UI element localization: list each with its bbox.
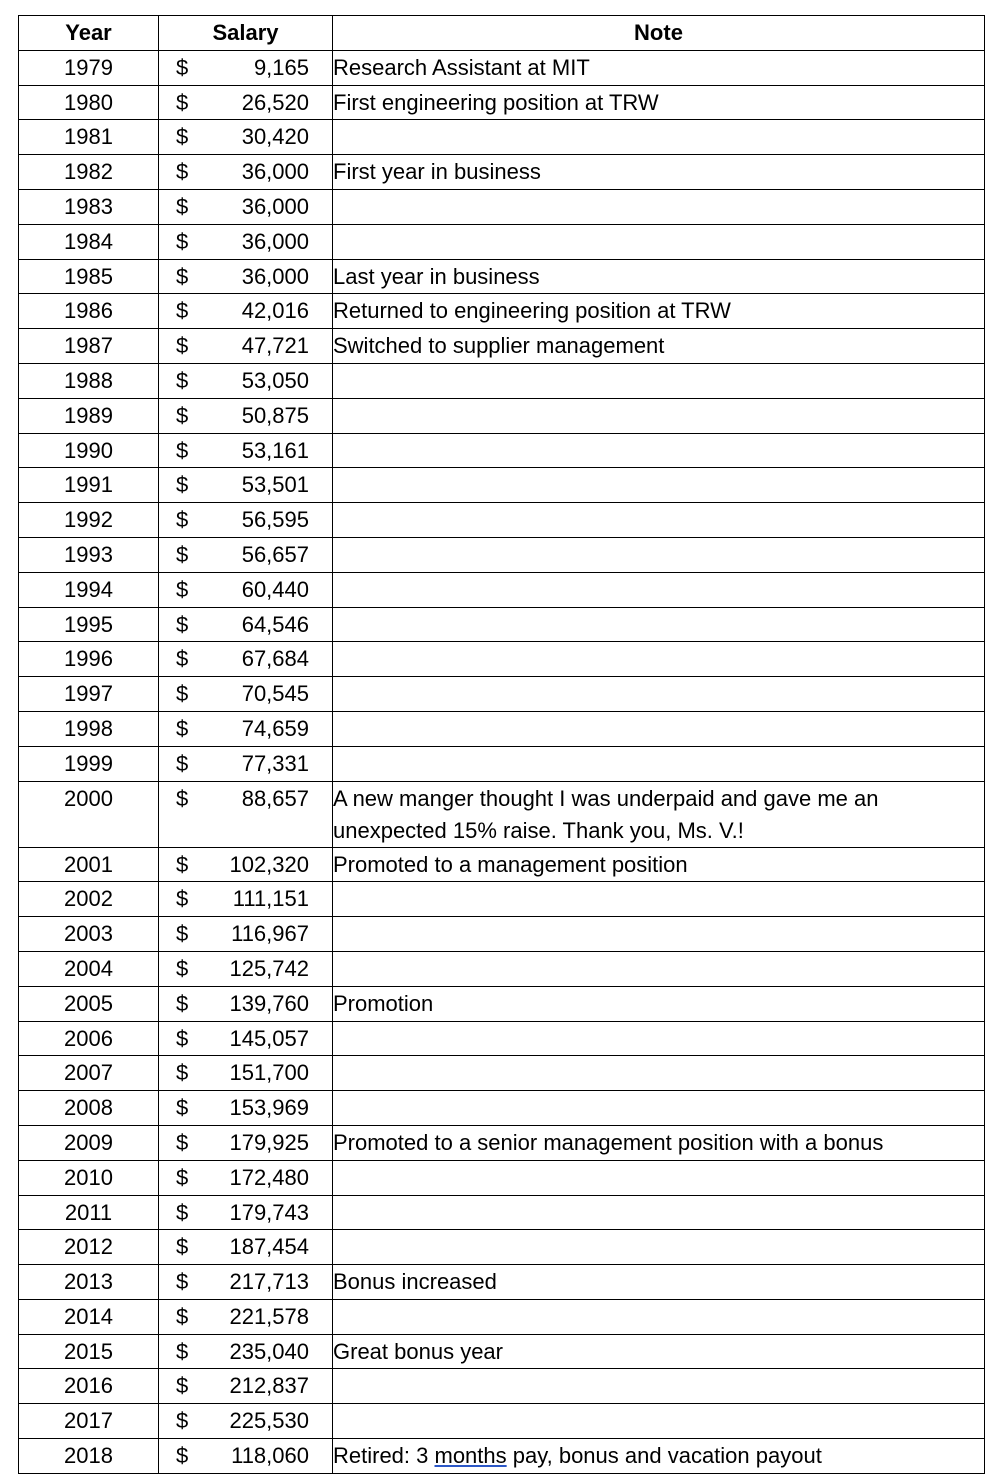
salary-amount: 221,578 bbox=[229, 1303, 309, 1329]
year-cell: 2018 bbox=[19, 1439, 159, 1474]
salary-amount: 26,520 bbox=[241, 89, 309, 115]
table-row bbox=[19, 1299, 985, 1334]
currency-symbol: $ bbox=[176, 1199, 189, 1225]
table-row bbox=[19, 607, 985, 642]
salary-cell bbox=[159, 781, 333, 847]
table-row bbox=[19, 847, 985, 882]
salary-amount: 36,000 bbox=[241, 159, 309, 185]
salary-amount: 36,000 bbox=[241, 228, 309, 254]
note-cell bbox=[333, 1091, 985, 1126]
year-cell: 2014 bbox=[19, 1299, 159, 1334]
note-cell bbox=[333, 398, 985, 433]
salary-cell bbox=[159, 951, 333, 986]
salary-cell bbox=[159, 1334, 333, 1369]
note-cell: First engineering position at TRW bbox=[333, 85, 985, 120]
currency-symbol: $ bbox=[176, 681, 189, 707]
salary-cell bbox=[159, 1021, 333, 1056]
table-row bbox=[19, 1404, 985, 1439]
note-cell bbox=[333, 120, 985, 155]
salary-cell bbox=[159, 1404, 333, 1439]
note-cell bbox=[333, 1369, 985, 1404]
salary-cell bbox=[159, 986, 333, 1021]
currency-symbol: $ bbox=[176, 1164, 189, 1190]
currency-symbol: $ bbox=[176, 193, 189, 219]
currency-symbol: $ bbox=[176, 990, 189, 1016]
currency-symbol: $ bbox=[176, 541, 189, 567]
year-cell: 1986 bbox=[19, 294, 159, 329]
note-cell bbox=[333, 1160, 985, 1195]
year-cell: 2012 bbox=[19, 1230, 159, 1265]
currency-symbol: $ bbox=[176, 1408, 189, 1434]
salary-amount: 53,501 bbox=[241, 472, 309, 498]
year-cell: 2009 bbox=[19, 1125, 159, 1160]
salary-amount: 111,151 bbox=[232, 886, 309, 912]
year-cell: 1995 bbox=[19, 607, 159, 642]
salary-amount: 77,331 bbox=[241, 750, 309, 776]
salary-cell bbox=[159, 1439, 333, 1474]
salary-amount: 179,743 bbox=[229, 1199, 309, 1225]
salary-cell bbox=[159, 642, 333, 677]
note-cell bbox=[333, 363, 985, 398]
year-cell: 2002 bbox=[19, 882, 159, 917]
salary-cell bbox=[159, 1056, 333, 1091]
header-row bbox=[19, 16, 985, 51]
salary-cell bbox=[159, 1299, 333, 1334]
salary-amount: 225,530 bbox=[229, 1408, 309, 1434]
year-cell: 1991 bbox=[19, 468, 159, 503]
year-cell: 1990 bbox=[19, 433, 159, 468]
note-cell bbox=[333, 917, 985, 952]
salary-cell bbox=[159, 503, 333, 538]
salary-amount: 116,967 bbox=[231, 921, 309, 947]
year-cell: 2000 bbox=[19, 781, 159, 847]
note-cell bbox=[333, 711, 985, 746]
year-cell: 1992 bbox=[19, 503, 159, 538]
table-row bbox=[19, 1369, 985, 1404]
note-cell bbox=[333, 537, 985, 572]
year-cell: 1980 bbox=[19, 85, 159, 120]
salary-cell bbox=[159, 189, 333, 224]
salary-amount: 88,657 bbox=[241, 785, 309, 811]
table-row bbox=[19, 259, 985, 294]
table-row bbox=[19, 951, 985, 986]
currency-symbol: $ bbox=[176, 921, 189, 947]
salary-amount: 74,659 bbox=[241, 715, 309, 741]
salary-cell bbox=[159, 746, 333, 781]
table-row bbox=[19, 503, 985, 538]
currency-symbol: $ bbox=[176, 402, 189, 428]
salary-amount: 212,837 bbox=[229, 1373, 309, 1399]
currency-symbol: $ bbox=[176, 955, 189, 981]
currency-symbol: $ bbox=[176, 89, 189, 115]
salary-cell bbox=[159, 294, 333, 329]
note-cell bbox=[333, 1230, 985, 1265]
currency-symbol: $ bbox=[176, 1025, 189, 1051]
salary-amount: 53,161 bbox=[241, 437, 309, 463]
currency-symbol: $ bbox=[176, 472, 189, 498]
salary-cell bbox=[159, 468, 333, 503]
note-text: Retired: 3 bbox=[333, 1443, 435, 1469]
table-row bbox=[19, 1195, 985, 1230]
currency-symbol: $ bbox=[176, 1060, 189, 1086]
note-cell bbox=[333, 642, 985, 677]
table-row bbox=[19, 433, 985, 468]
table-row bbox=[19, 468, 985, 503]
table-row bbox=[19, 1056, 985, 1091]
note-cell: A new manger thought I was underpaid and gave me an unexpected 15% raise. Thank you, Ms. V.! bbox=[333, 781, 985, 847]
salary-amount: 151,700 bbox=[229, 1060, 309, 1086]
table-row bbox=[19, 155, 985, 190]
year-cell: 1981 bbox=[19, 120, 159, 155]
currency-symbol: $ bbox=[176, 1234, 189, 1260]
table-row bbox=[19, 711, 985, 746]
year-cell: 1999 bbox=[19, 746, 159, 781]
salary-amount: 153,969 bbox=[229, 1095, 309, 1121]
salary-cell bbox=[159, 917, 333, 952]
currency-symbol: $ bbox=[176, 785, 189, 811]
salary-amount: 179,925 bbox=[229, 1129, 309, 1155]
salary-cell bbox=[159, 259, 333, 294]
year-cell: 2008 bbox=[19, 1091, 159, 1126]
currency-symbol: $ bbox=[176, 159, 189, 185]
currency-symbol: $ bbox=[176, 54, 189, 80]
salary-cell bbox=[159, 85, 333, 120]
currency-symbol: $ bbox=[176, 1269, 189, 1295]
table-row bbox=[19, 917, 985, 952]
currency-symbol: $ bbox=[176, 715, 189, 741]
year-cell: 2010 bbox=[19, 1160, 159, 1195]
salary-cell bbox=[159, 847, 333, 882]
table-row bbox=[19, 1125, 985, 1160]
note-cell bbox=[333, 1056, 985, 1091]
salary-cell bbox=[159, 1369, 333, 1404]
year-cell: 1985 bbox=[19, 259, 159, 294]
currency-symbol: $ bbox=[176, 611, 189, 637]
currency-symbol: $ bbox=[176, 228, 189, 254]
note-underlined-text: months bbox=[434, 1443, 507, 1469]
table-row bbox=[19, 120, 985, 155]
salary-amount: 56,595 bbox=[241, 507, 309, 533]
currency-symbol: $ bbox=[176, 507, 189, 533]
note-cell bbox=[333, 607, 985, 642]
year-cell: 2006 bbox=[19, 1021, 159, 1056]
currency-symbol: $ bbox=[176, 886, 189, 912]
salary-cell bbox=[159, 572, 333, 607]
salary-amount: 67,684 bbox=[241, 646, 309, 672]
salary-amount: 102,320 bbox=[229, 851, 309, 877]
salary-amount: 172,480 bbox=[229, 1164, 309, 1190]
salary-history-table bbox=[18, 15, 985, 1474]
table-row bbox=[19, 1160, 985, 1195]
table-row bbox=[19, 781, 985, 847]
note-cell bbox=[333, 882, 985, 917]
year-cell: 1988 bbox=[19, 363, 159, 398]
salary-amount: 36,000 bbox=[241, 193, 309, 219]
year-cell: 2017 bbox=[19, 1404, 159, 1439]
note-cell bbox=[333, 1299, 985, 1334]
note-cell bbox=[333, 677, 985, 712]
salary-amount: 64,546 bbox=[241, 611, 309, 637]
currency-symbol: $ bbox=[176, 367, 189, 393]
currency-symbol: $ bbox=[176, 576, 189, 602]
salary-amount: 50,875 bbox=[241, 402, 309, 428]
note-column-header: Note bbox=[333, 16, 985, 51]
year-cell: 2011 bbox=[19, 1195, 159, 1230]
note-cell: Promoted to a management position bbox=[333, 847, 985, 882]
note-cell bbox=[333, 433, 985, 468]
currency-symbol: $ bbox=[176, 851, 189, 877]
salary-amount: 42,016 bbox=[241, 298, 309, 324]
table-row bbox=[19, 1265, 985, 1300]
salary-amount: 118,060 bbox=[231, 1443, 309, 1469]
currency-symbol: $ bbox=[176, 1338, 189, 1364]
table-row bbox=[19, 294, 985, 329]
salary-amount: 60,440 bbox=[241, 576, 309, 602]
note-text: pay, bonus and vacation payout bbox=[506, 1443, 822, 1469]
year-cell: 1996 bbox=[19, 642, 159, 677]
table-row bbox=[19, 537, 985, 572]
year-cell: 1982 bbox=[19, 155, 159, 190]
salary-cell bbox=[159, 363, 333, 398]
salary-cell bbox=[159, 1230, 333, 1265]
currency-symbol: $ bbox=[176, 1373, 189, 1399]
table-row bbox=[19, 746, 985, 781]
salary-cell bbox=[159, 677, 333, 712]
table-row bbox=[19, 329, 985, 364]
note-cell: Last year in business bbox=[333, 259, 985, 294]
salary-amount: 30,420 bbox=[241, 124, 309, 150]
year-cell: 1983 bbox=[19, 189, 159, 224]
year-cell: 1987 bbox=[19, 329, 159, 364]
salary-amount: 145,057 bbox=[229, 1025, 309, 1051]
salary-cell bbox=[159, 882, 333, 917]
salary-amount: 56,657 bbox=[241, 541, 309, 567]
salary-cell bbox=[159, 1195, 333, 1230]
currency-symbol: $ bbox=[176, 437, 189, 463]
note-cell bbox=[333, 951, 985, 986]
table-row bbox=[19, 85, 985, 120]
year-column-header: Year bbox=[19, 16, 159, 51]
currency-symbol: $ bbox=[176, 1095, 189, 1121]
salary-amount: 36,000 bbox=[241, 263, 309, 289]
currency-symbol: $ bbox=[176, 646, 189, 672]
salary-amount: 125,742 bbox=[229, 955, 309, 981]
salary-cell bbox=[159, 155, 333, 190]
note-cell bbox=[333, 1439, 985, 1474]
note-cell: Promoted to a senior management position with a bonus bbox=[333, 1125, 985, 1160]
year-cell: 2004 bbox=[19, 951, 159, 986]
table-row bbox=[19, 1091, 985, 1126]
salary-cell bbox=[159, 607, 333, 642]
salary-cell bbox=[159, 1091, 333, 1126]
salary-cell bbox=[159, 711, 333, 746]
currency-symbol: $ bbox=[176, 124, 189, 150]
salary-cell bbox=[159, 120, 333, 155]
currency-symbol: $ bbox=[176, 263, 189, 289]
currency-symbol: $ bbox=[176, 1303, 189, 1329]
note-cell: First year in business bbox=[333, 155, 985, 190]
currency-symbol: $ bbox=[176, 750, 189, 776]
note-cell: Great bonus year bbox=[333, 1334, 985, 1369]
salary-amount: 9,165 bbox=[253, 54, 309, 80]
year-cell: 1984 bbox=[19, 224, 159, 259]
note-cell bbox=[333, 503, 985, 538]
year-cell: 1993 bbox=[19, 537, 159, 572]
year-cell: 1998 bbox=[19, 711, 159, 746]
salary-cell bbox=[159, 433, 333, 468]
table-row bbox=[19, 642, 985, 677]
year-cell: 2007 bbox=[19, 1056, 159, 1091]
note-cell: Promotion bbox=[333, 986, 985, 1021]
year-cell: 2016 bbox=[19, 1369, 159, 1404]
salary-cell bbox=[159, 329, 333, 364]
table-row bbox=[19, 1439, 985, 1474]
year-cell: 2005 bbox=[19, 986, 159, 1021]
note-cell bbox=[333, 189, 985, 224]
year-cell: 1989 bbox=[19, 398, 159, 433]
year-cell: 2003 bbox=[19, 917, 159, 952]
table-row bbox=[19, 1334, 985, 1369]
salary-amount: 53,050 bbox=[241, 367, 309, 393]
currency-symbol: $ bbox=[176, 298, 189, 324]
currency-symbol: $ bbox=[176, 333, 189, 359]
note-cell: Research Assistant at MIT bbox=[333, 50, 985, 85]
year-cell: 2015 bbox=[19, 1334, 159, 1369]
note-cell bbox=[333, 224, 985, 259]
salary-amount: 217,713 bbox=[229, 1269, 309, 1295]
table-row bbox=[19, 398, 985, 433]
table-row bbox=[19, 189, 985, 224]
note-cell bbox=[333, 1021, 985, 1056]
salary-amount: 235,040 bbox=[229, 1338, 309, 1364]
table-row bbox=[19, 50, 985, 85]
salary-amount: 139,760 bbox=[229, 990, 309, 1016]
table-row bbox=[19, 1230, 985, 1265]
table-body bbox=[19, 50, 985, 1473]
note-cell: Switched to supplier management bbox=[333, 329, 985, 364]
table-row bbox=[19, 224, 985, 259]
salary-cell bbox=[159, 224, 333, 259]
salary-cell bbox=[159, 1125, 333, 1160]
note-cell bbox=[333, 746, 985, 781]
table-row bbox=[19, 363, 985, 398]
salary-column-header: Salary bbox=[159, 16, 333, 51]
note-cell bbox=[333, 1195, 985, 1230]
table-row bbox=[19, 677, 985, 712]
salary-amount: 47,721 bbox=[241, 333, 309, 359]
currency-symbol: $ bbox=[176, 1443, 189, 1469]
note-cell bbox=[333, 1404, 985, 1439]
year-cell: 1997 bbox=[19, 677, 159, 712]
salary-cell bbox=[159, 50, 333, 85]
table-row bbox=[19, 572, 985, 607]
salary-cell bbox=[159, 1265, 333, 1300]
currency-symbol: $ bbox=[176, 1129, 189, 1155]
year-cell: 2001 bbox=[19, 847, 159, 882]
salary-cell bbox=[159, 537, 333, 572]
note-cell bbox=[333, 572, 985, 607]
note-cell: Returned to engineering position at TRW bbox=[333, 294, 985, 329]
table-row bbox=[19, 1021, 985, 1056]
year-cell: 1979 bbox=[19, 50, 159, 85]
salary-amount: 187,454 bbox=[229, 1234, 309, 1260]
note-cell bbox=[333, 468, 985, 503]
salary-cell bbox=[159, 1160, 333, 1195]
salary-cell bbox=[159, 398, 333, 433]
year-cell: 2013 bbox=[19, 1265, 159, 1300]
table-row bbox=[19, 882, 985, 917]
note-cell: Bonus increased bbox=[333, 1265, 985, 1300]
year-cell: 1994 bbox=[19, 572, 159, 607]
salary-amount: 70,545 bbox=[241, 681, 309, 707]
table-row bbox=[19, 986, 985, 1021]
